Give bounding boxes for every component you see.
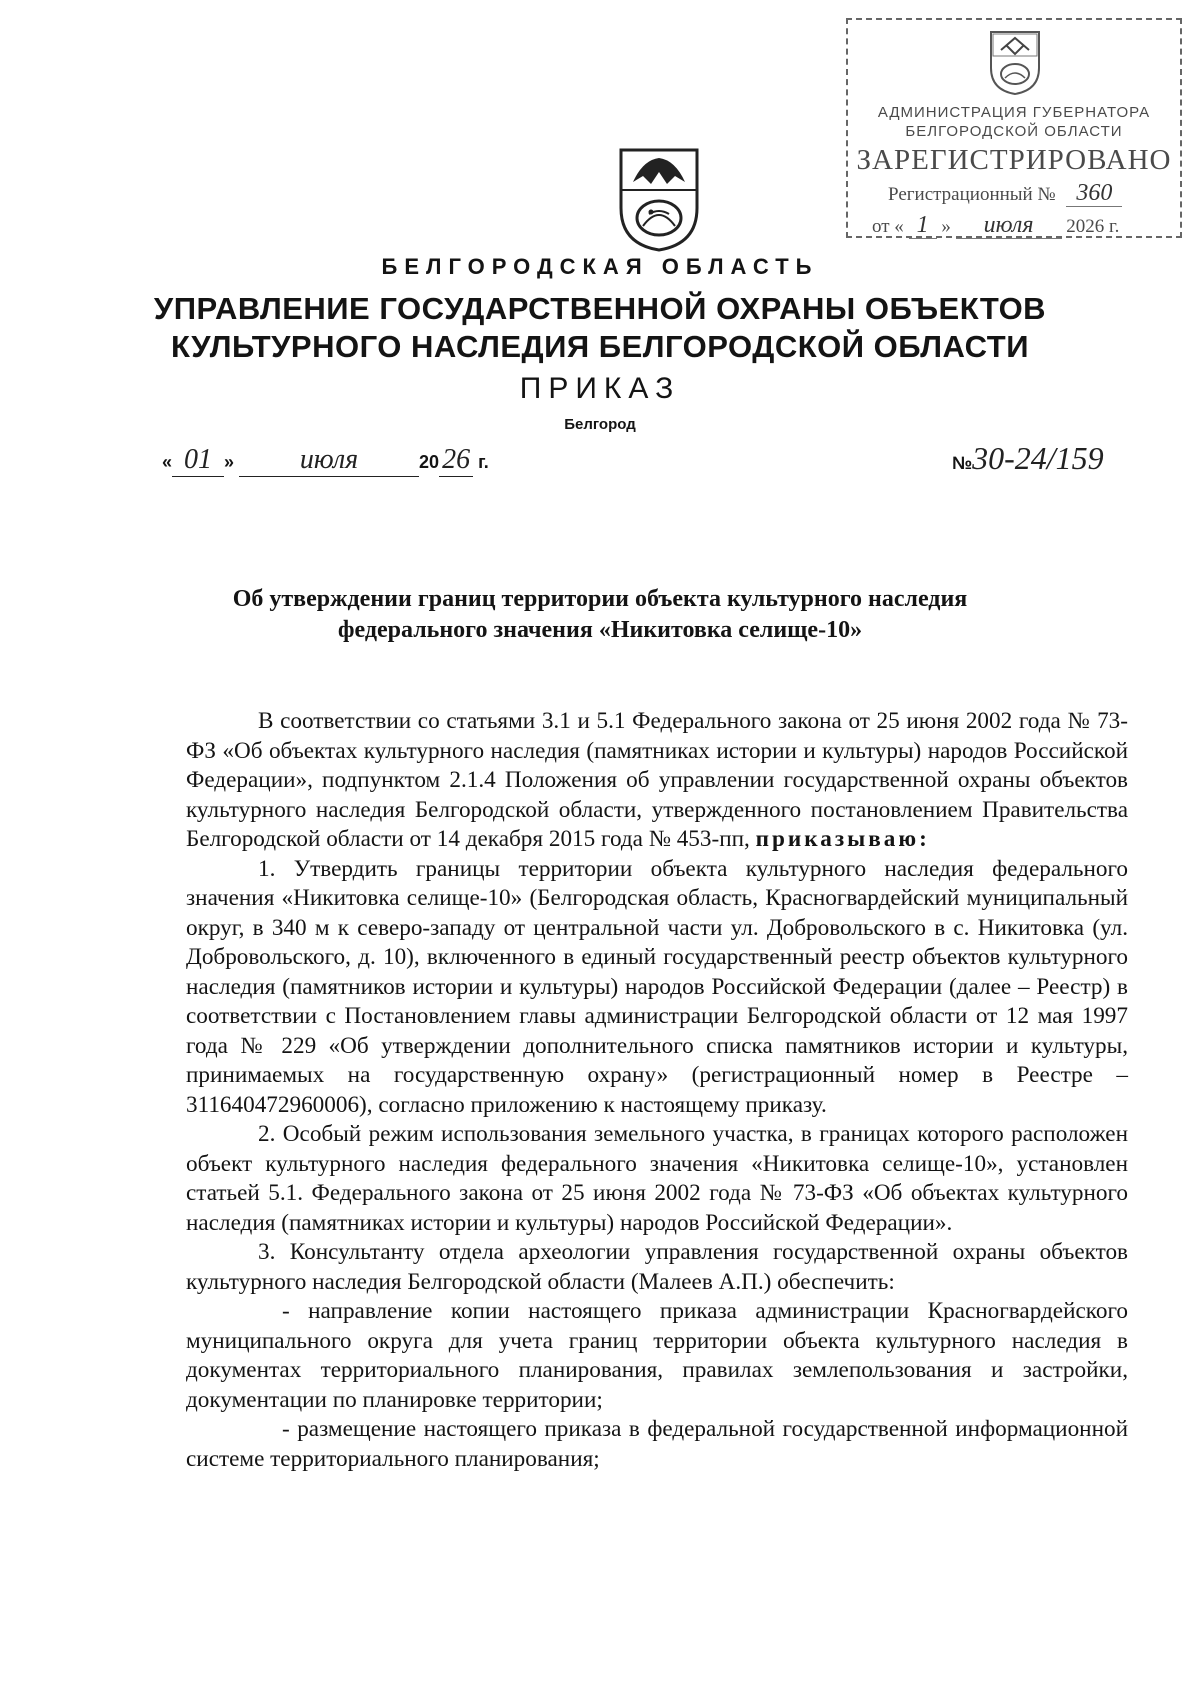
date-year-unit: г. xyxy=(478,452,489,472)
paragraph-item-2: 2. Особый режим использования земельного участка, в границах которого расположен объект культурного наследия федерального значения «Никитовка селище-10», установлен статьей 5.1. Федерального закона от 25 июня 2002 года № 73-ФЗ «Об объектах культурного наследия (памятниках истории и культуры) народов Российской Федерации». xyxy=(186,1121,1128,1236)
date-month: июля xyxy=(239,444,419,477)
stamp-date-month: июля xyxy=(956,212,1062,239)
coat-of-arms-icon xyxy=(987,28,1043,96)
preamble-text: В соответствии со статьями 3.1 и 5.1 Федерального закона от 25 июня 2002 года № 73-ФЗ «Об объектах культурного наследия (памятниках истории и культуры) народов Российской Федерации», подпунктом 2.1.4 Положения об управлении государственной охраны объектов культурного наследия Белгородской области, утвержденного постановлением Правительства Белгородской области от 14 декабря 2015 года № 453-пп, xyxy=(186,708,1128,852)
date-year-prefix: 20 xyxy=(419,452,440,472)
stamp-region-line: БЕЛГОРОДСКОЙ ОБЛАСТИ xyxy=(905,123,1123,140)
stamp-reg-label: Регистрационный № xyxy=(888,184,1056,205)
stamp-reg-number-row xyxy=(888,180,1122,207)
stamp-registered-label: ЗАРЕГИСТРИРОВАНО xyxy=(856,144,1172,176)
org-line-1: УПРАВЛЕНИЕ ГОСУДАРСТВЕННОЙ ОХРАНЫ ОБЪЕКТОВ xyxy=(153,291,1047,326)
paragraph-item-1: 1. Утвердить границы территории объекта культурного наследия федерального значения «Никитовка селище-10» (Белгородская область, Красногвардейский муниципальный округ, в 340 м к северо-западу от центральной части ул. Добровольского в с. Никитовка (ул. Добровольского, д. 10), включенного в единый государственный реестр объектов культурного наследия (памятников истории и культуры) народов Российской Федерации (далее – Реестр) в соответствии с Постановлением главы администрации Белгородской области от 12 мая 1997 года № 229 «Об утверждении дополнительного списка памятников истории и культуры, принимаемых на государственную охрану» (регистрационный номер в Реестре – 311640472960006), согласно приложению к настоящему приказу. xyxy=(186,855,1128,1118)
coat-of-arms-icon xyxy=(617,146,701,254)
organization-name xyxy=(0,290,1200,366)
stamp-reg-number: 360 xyxy=(1066,180,1122,207)
stamp-date-suffix: г. xyxy=(1109,216,1120,237)
region-name: БЕЛГОРОДСКАЯ ОБЛАСТЬ xyxy=(381,254,819,279)
date-day: 01 xyxy=(172,444,224,477)
stamp-date-year: 2026 xyxy=(1066,216,1105,237)
city-name: Белгород xyxy=(564,416,636,433)
org-line-2: КУЛЬТУРНОГО НАСЛЕДИЯ БЕЛГОРОДСКОЙ ОБЛАСТИ xyxy=(171,329,1029,364)
date-year-suffix: 26 xyxy=(439,444,473,477)
paragraph-subitem-1: - направление копии настоящего приказа администрации Красногвардейского муниципального округа для учета границ территории объекта культурного наследия в документах территориального планирования, правилах землепользования и застройки, документации по планировке территории; xyxy=(186,1298,1128,1413)
title-line-2: федерального значения «Никитовка селище-10» xyxy=(337,617,863,643)
document-type: ПРИКАЗ xyxy=(519,372,681,405)
order-date xyxy=(162,444,489,477)
stamp-authority-line: АДМИНИСТРАЦИЯ ГУБЕРНАТОРА xyxy=(877,104,1151,121)
preamble-emphasis: приказываю: xyxy=(755,826,930,852)
order-number xyxy=(952,440,1104,477)
paragraph-item-3: 3. Консультанту отдела археологии управления государственной охраны объектов культурного наследия Белгородской области (Малеев А.П.) обеспечить: xyxy=(186,1239,1128,1295)
paragraph-subitem-2: - размещение настоящего приказа в федеральной государственной информационной системе территориального планирования; xyxy=(186,1416,1128,1472)
date-quote-close: » xyxy=(224,452,235,472)
stamp-date-day: 1 xyxy=(909,212,937,239)
paragraph-preamble xyxy=(186,707,1128,855)
registration-stamp xyxy=(846,18,1182,238)
stamp-date-prefix: от « xyxy=(872,216,904,237)
document-title xyxy=(150,584,1050,646)
order-number-label: № xyxy=(952,453,973,473)
order-number-value: 30-24/159 xyxy=(972,440,1104,476)
stamp-date-mid: » xyxy=(941,216,951,237)
stamp-date-row xyxy=(872,212,1119,239)
document-body xyxy=(186,707,1128,1474)
date-quote-open: « xyxy=(162,452,173,472)
title-line-1: Об утверждении границ территории объекта культурного наследия xyxy=(232,586,968,612)
